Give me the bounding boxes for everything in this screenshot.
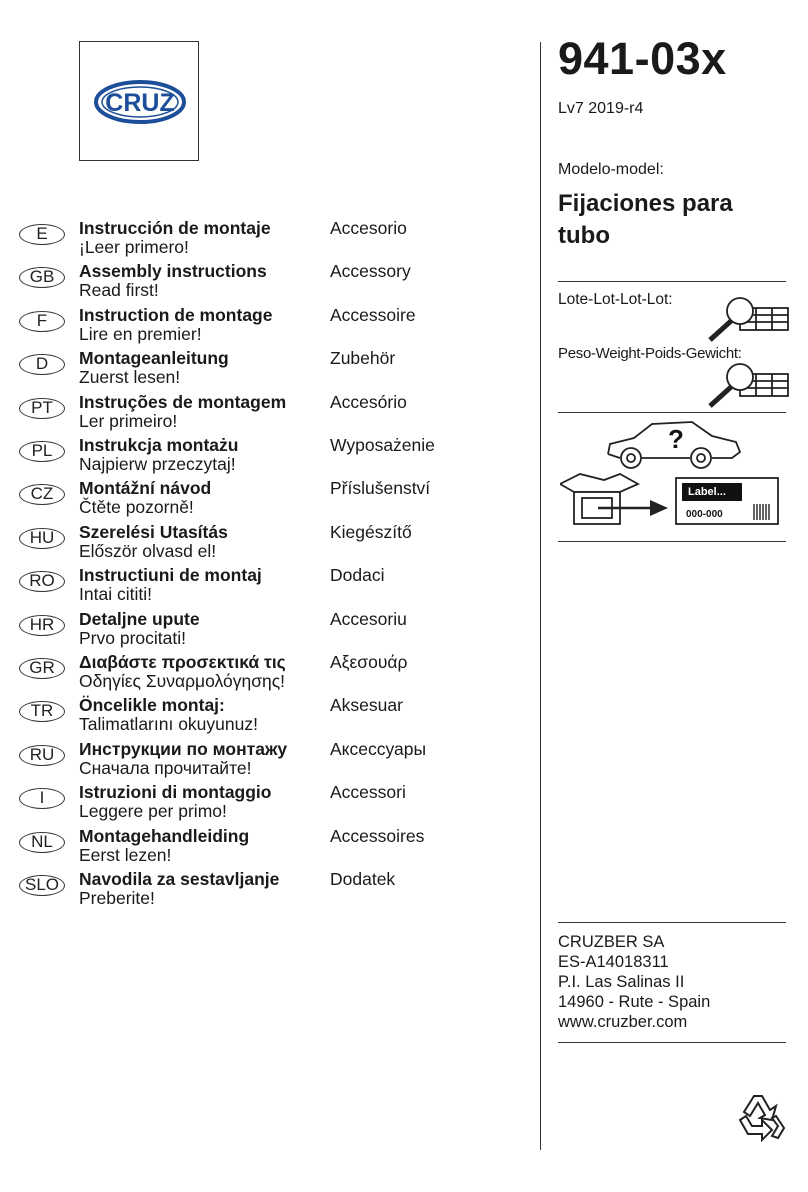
language-code-badge: F <box>19 311 65 332</box>
instruction-subtitle: Eerst lezen! <box>79 844 172 865</box>
divider <box>558 541 786 542</box>
accessory-label: Аксессуары <box>330 738 427 759</box>
divider <box>558 1042 786 1043</box>
instruction-subtitle: Οδηγίες Συναρμολόγησης! <box>79 671 286 691</box>
instruction-subtitle: Preberite! <box>79 888 155 908</box>
language-row <box>19 695 459 739</box>
language-row <box>19 261 459 305</box>
instruction-title: Инструкции по монтажу <box>79 738 288 759</box>
instruction-subtitle: Zuerst lesen! <box>79 367 181 388</box>
instruction-title: Montageanleitung <box>79 348 229 369</box>
instruction-subtitle: Leggere per primo! <box>79 801 227 822</box>
accessory-label: Dodatek <box>330 869 396 889</box>
cruz-logo <box>94 80 186 124</box>
instruction-title: Montagehandleiding <box>79 825 250 846</box>
language-code-badge: TR <box>19 701 65 722</box>
language-code-badge: I <box>19 788 65 809</box>
instruction-subtitle: Najpierw przeczytaj! <box>79 454 236 474</box>
language-code-badge: PT <box>19 398 65 419</box>
accessory-label: Zubehör <box>330 348 396 369</box>
instruction-title: Szerelési Utasítás <box>79 521 228 542</box>
company-name: CRUZBER SA <box>558 933 665 951</box>
logo-text: CRUZ <box>105 89 175 117</box>
instruction-subtitle: Először olvasd el! <box>79 540 217 561</box>
sample-label-text: Label... <box>688 486 726 498</box>
instruction-title: Istruzioni di montaggio <box>79 782 272 803</box>
language-code-badge: CZ <box>19 484 65 505</box>
language-row <box>19 435 459 479</box>
instruction-title: Instruction de montage <box>79 304 273 325</box>
language-row <box>19 218 459 262</box>
accessory-label: Accessoires <box>330 825 425 846</box>
lot-label: Lote-Lot-Lot-Lot: <box>558 291 673 308</box>
language-code-badge: D <box>19 354 65 375</box>
language-row <box>19 609 459 653</box>
car-question-icon <box>604 418 744 470</box>
instruction-title: Öncelikle montaj: <box>79 695 225 716</box>
instruction-title: Instrukcja montażu <box>79 435 239 455</box>
language-code-badge: HU <box>19 528 65 549</box>
instruction-subtitle: Intai cititi! <box>79 584 152 605</box>
accessory-label: Aksesuar <box>330 695 403 716</box>
instruction-title: Διαβάστε προσεκτικά τις <box>79 652 286 672</box>
language-row <box>19 782 459 826</box>
accessory-label: Accessoire <box>330 304 416 325</box>
magnifier-table-icon <box>704 360 790 410</box>
car-question-mark: ? <box>668 424 684 454</box>
language-row <box>19 478 459 522</box>
instruction-title: Instructiuni de montaj <box>79 565 262 586</box>
language-row <box>19 869 459 913</box>
street: P.I. Las Salinas II <box>558 973 685 991</box>
logo-box <box>79 41 199 161</box>
instruction-subtitle: Read first! <box>79 280 159 301</box>
recycle-icon <box>734 1090 788 1142</box>
instruction-subtitle: Čtěte pozorně! <box>79 497 194 518</box>
box-arrow-label-icon <box>560 470 782 530</box>
language-row <box>19 565 459 609</box>
language-code-badge: HR <box>19 615 65 636</box>
instruction-subtitle: Сначала прочитайте! <box>79 757 252 778</box>
instruction-title: Instrucción de montaje <box>79 218 271 238</box>
product-ref: 941-03x <box>558 33 727 84</box>
accessory-label: Dodaci <box>330 565 385 586</box>
instruction-subtitle: Ler primeiro! <box>79 410 178 431</box>
model-name: Fijaciones para tubo <box>558 190 733 249</box>
instruction-subtitle: Talimatlarını okuyunuz! <box>79 714 258 735</box>
accessory-label: Kiegészítő <box>330 521 412 542</box>
magnifier-table-icon <box>704 294 790 344</box>
language-code-badge: NL <box>19 832 65 853</box>
language-code-badge: GB <box>19 267 65 288</box>
divider <box>558 412 786 413</box>
instruction-subtitle: Lire en premier! <box>79 323 202 344</box>
city: 14960 - Rute - Spain <box>558 993 711 1011</box>
instruction-title: Assembly instructions <box>79 261 267 282</box>
accessory-label: Αξεσουάρ <box>330 652 408 672</box>
language-code-badge: RO <box>19 571 65 592</box>
instruction-title: Navodila za sestavljanje <box>79 869 280 889</box>
divider-vertical <box>540 42 541 1150</box>
weight-label: Peso-Weight-Poids-Gewicht: <box>558 345 742 362</box>
language-code-badge: SLO <box>19 875 65 896</box>
language-row <box>19 305 459 349</box>
language-row <box>19 739 459 783</box>
divider <box>558 281 786 282</box>
language-row <box>19 392 459 436</box>
divider <box>558 922 786 923</box>
version: Lv7 2019-r4 <box>558 100 644 117</box>
language-row <box>19 826 459 870</box>
language-code-badge: PL <box>19 441 65 462</box>
accessory-label: Accesorio <box>330 218 407 238</box>
accessory-label: Accessory <box>330 261 411 282</box>
language-row <box>19 522 459 566</box>
accessory-label: Příslušenství <box>330 478 431 499</box>
language-code-badge: GR <box>19 658 65 679</box>
instruction-title: Detaljne upute <box>79 608 200 629</box>
language-code-badge: RU <box>19 745 65 766</box>
accessory-label: Accessori <box>330 782 406 803</box>
instruction-subtitle: Prvo procitati! <box>79 627 186 648</box>
address-block <box>558 932 710 1032</box>
instruction-title: Instruções de montagem <box>79 391 287 412</box>
accessory-label: Accesório <box>330 391 407 412</box>
sample-label-code: 000-000 <box>686 509 723 520</box>
language-row <box>19 652 459 696</box>
accessory-label: Accesoriu <box>330 608 407 629</box>
tax-id: ES-A14018311 <box>558 953 669 971</box>
instruction-subtitle: ¡Leer primero! <box>79 237 189 257</box>
language-code-badge: E <box>19 224 65 245</box>
instruction-title: Montážní návod <box>79 478 212 499</box>
website[interactable]: www.cruzber.com <box>558 1013 688 1031</box>
model-label: Modelo-model: <box>558 161 664 178</box>
language-row <box>19 348 459 392</box>
accessory-label: Wyposażenie <box>330 435 435 455</box>
